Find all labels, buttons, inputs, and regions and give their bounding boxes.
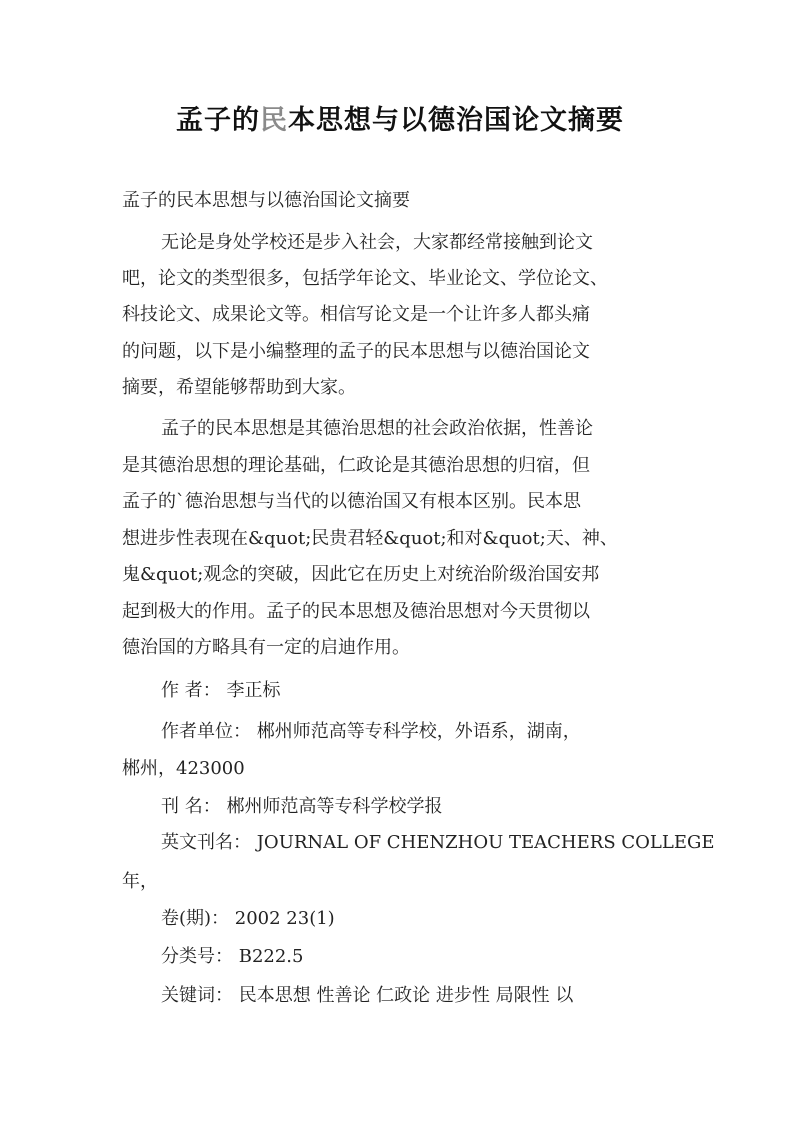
paragraph-2-line-2: 是其德治思想的理论基础，仁政论是其德治思想的归宿，但 [122, 455, 590, 476]
author-unit-line-1: 作者单位： 郴州师范高等专科学校，外语系，湖南， [161, 721, 581, 742]
paragraph-2-line-3: 孟子的`德治思想与当代的以德治国又有根本区别。民本思 [122, 491, 581, 512]
classification-line: 分类号： B222.5 [161, 946, 304, 967]
english-journal-line-2: 年， [122, 871, 158, 892]
volume-line: 卷(期)： 2002 23(1) [161, 908, 335, 929]
journal-line: 刊 名： 郴州师范高等专科学校学报 [161, 796, 443, 817]
section-heading: 孟子的民本思想与以德治国论文摘要 [122, 190, 410, 211]
title-highlight: 民 [260, 105, 288, 136]
author-unit-line-2: 郴州，423000 [122, 758, 245, 779]
paragraph-1-line-4: 的问题，以下是小编整理的孟子的民本思想与以德治国论文 [122, 341, 590, 362]
title-part-2: 本思想与以德治国论文摘要 [288, 105, 624, 136]
paragraph-2-line-7: 德治国的方略具有一定的启迪作用。 [122, 637, 410, 658]
paragraph-1-line-5: 摘要，希望能够帮助到大家。 [122, 377, 356, 398]
paragraph-2-line-6: 起到极大的作用。孟子的民本思想及德治思想对今天贯彻以 [122, 601, 590, 622]
paragraph-1-line-2: 吧，论文的类型很多，包括学年论文、毕业论文、学位论文、 [122, 268, 608, 289]
keywords-line: 关键词： 民本思想 性善论 仁政论 进步性 局限性 以 [161, 985, 574, 1006]
author-line: 作 者： 李正标 [161, 680, 281, 701]
title-part-1: 孟子的 [176, 105, 260, 136]
english-journal-line-1: 英文刊名： JOURNAL OF CHENZHOU TEACHERS COLLEGE [161, 832, 715, 853]
paragraph-2-line-5: 鬼&quot;观念的突破，因此它在历史上对统治阶级治国安邦 [122, 564, 600, 585]
paragraph-1-line-1: 无论是身处学校还是步入社会，大家都经常接触到论文 [161, 232, 593, 253]
document-title [0, 98, 800, 137]
paragraph-2-line-1: 孟子的民本思想是其德治思想的社会政治依据，性善论 [161, 418, 593, 439]
paragraph-2-line-4: 想进步性表现在&quot;民贵君轻&quot;和对&quot;天、神、 [122, 528, 618, 549]
paragraph-1-line-3: 科技论文、成果论文等。相信写论文是一个让许多人都头痛 [122, 304, 590, 325]
